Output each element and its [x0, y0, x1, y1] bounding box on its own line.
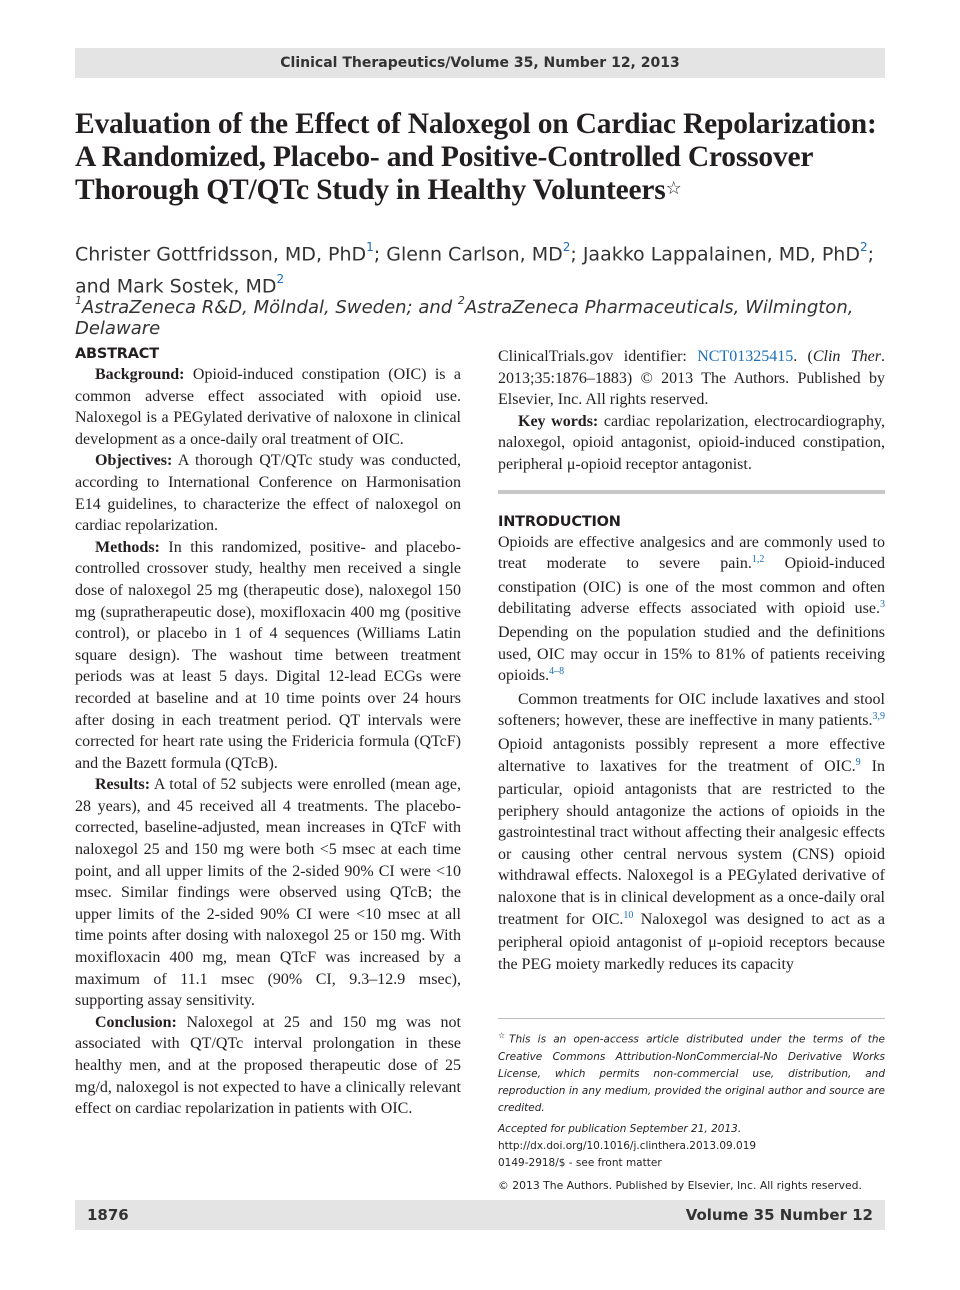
right-column	[498, 346, 885, 975]
trial-id-link[interactable]: NCT01325415	[697, 348, 794, 365]
accepted-date: Accepted for publication September 21, 2013.	[498, 1122, 742, 1135]
citation-link[interactable]: 1,2	[751, 554, 765, 566]
title-line-3: Thorough QT/QTc Study in Healthy Volunteers☆	[75, 174, 682, 206]
affiliations: $^1$AstraZeneca R&D, Mölndal, Sweden; and $^2$AstraZeneca Pharmaceuticals, Wilmington, Delaware	[75, 294, 854, 339]
title-star: ☆	[665, 178, 682, 198]
footnotes	[498, 1018, 885, 1192]
citation-link[interactable]: 9	[855, 756, 861, 768]
doi-link[interactable]: http://dx.doi.org/10.1016/j.clinthera.2013.09.019	[498, 1139, 757, 1152]
abstract-conclusion: Conclusion: Naloxegol at 25 and 150 mg was not associated with QT/QTc interval prolongation in these healthy men, and at the proposed therapeutic dose of 25 mg/d, naloxegol is not expected to have a clinically relevant effect on cardiac repolarization in patients with OIC.	[75, 1013, 461, 1118]
abstract-objectives: Objectives: A thorough QT/QTc study was conducted, according to International Conference on Harmonisation E14 guidelines, to characterize the effect of naloxegol on cardiac repolarization.	[75, 452, 461, 535]
section-divider	[498, 490, 885, 494]
abstract-methods: Methods: In this randomized, positive- and placebo-controlled crossover study, healthy men received a single dose of naloxegol 25 mg (therapeutic dose), naloxegol 150 mg (supratherapeutic dose), moxifloxacin 400 mg (positive control), or placebo in 1 of 4 sequences (Williams Latin square design). The washout time between treatment periods was at least 5 days. Digital 12-lead ECGs were recorded at baseline and at 10 time points over 24 hours after dosing in each treatment period. QT intervals were corrected for heart rate using the Fridericia formula (QTcF) and the Bazett formula (QTcB).	[75, 538, 461, 772]
introduction-heading: INTRODUCTION	[498, 513, 621, 530]
issn-line: 0149-2918/$ - see front matter	[498, 1156, 662, 1169]
copyright-line: © 2013 The Authors. Published by Elsevier, Inc. All rights reserved.	[498, 1178, 862, 1192]
footnote-rule	[498, 1018, 885, 1019]
volume-label: Volume 35 Number 12	[685, 1206, 873, 1224]
citation-link[interactable]: 3,9	[872, 711, 885, 723]
page-number: 1876	[87, 1206, 129, 1224]
introduction-paragraph-2: Common treatments for OIC include laxatives and stool softeners; however, these are ineffective in many patients.$^{3,9}$ Opioid antagonists possibly represent a more effective alternative to laxatives for the treatment of OIC.$^9$ In particular, opioid antagonists that are restricted to the periphery should antagonize the actions of opioids in the gastrointestinal tract without affecting their analgesic effects or causing other central nervous system (CNS) opioid withdrawal effects. Naloxegol is a PEGylated derivative of naloxone that is in clinical development as a once-daily oral treatment for OIC.$^{10}$ Naloxegol was designed to act as a peripheral opioid antagonist of μ-opioid receptors because the PEG moiety markedly reduces its capacity	[498, 690, 886, 973]
title-line-1: Evaluation of the Effect of Naloxegol on Cardiac Repolarization:	[75, 108, 877, 140]
citation-link[interactable]: 10	[623, 909, 634, 921]
journal-line: Clinical Therapeutics/Volume 35, Number 12, 2013	[280, 55, 680, 71]
author-list: Christer Gottfridsson, MD, PhD$^1$; Glenn Carlson, $MD^2$; Jaakko Lappalainen, MD, PhD$^2$; and Mark Sostek, $MD^2$	[75, 240, 875, 298]
abstract-keywords: Key words: cardiac repolarization, electrocardiography, naloxegol, opioid antagonist, opioid-induced constipation, peripheral μ-opioid receptor antagonist.	[498, 412, 885, 473]
abstract-background: Background: Opioid-induced constipation (OIC) is a common adverse effect associated with opioid use. Naloxegol is a PEGylated derivative of naloxone in clinical development as a once-daily oral treatment of OIC.	[75, 366, 461, 448]
abstract-results: Results: A total of 52 subjects were enrolled (mean age, 28 years), and 45 received all 4 treatments. The placebo-corrected, baseline-adjusted, mean increases in QTcF with naloxegol 25 and 150 mg were both <5 msec at each time point, and all upper limits of the 2-sided 90% CI were <10 msec. Similar findings were observed using QTcB; the upper limits of the 2-sided 90% CI were <10 msec at all time points after dosing with naloxegol 25 or 150 mg. With moxifloxacin 400 mg, mean QTcF was increased by a maximum of 11.1 msec (90% CI, 9.3–12.9 msec), supporting assay sensitivity.	[75, 776, 461, 1010]
citation-link[interactable]: 3	[880, 599, 885, 611]
abstract-trial-citation: ClinicalTrials.gov identifier: NCT01325415. (Clin Ther. 2013;35:1876–1883) © 2013 The Authors. Published by Elsevier, Inc. All rights reserved.	[498, 348, 885, 409]
citation-link[interactable]: 4–8	[549, 666, 565, 678]
introduction-paragraph-1: Opioids are effective analgesics and are commonly used to treat moderate to severe pain.$^{1,2}$ Opioid-induced constipation (OIC) is one of the most common and often debilitating adverse effects associated with opioid use.$^3$ Depending on the population studied and the definitions used, OIC may occur in 15% to 81% of patients receiving opioids.$^{4-8}$	[498, 533, 886, 685]
abstract-heading: ABSTRACT	[75, 346, 159, 362]
license-note: ☆This is an open-access article distributed under the terms of the Creative Commons Attribution-NonCommercial-No Derivative Works License, which permits non-commercial use, distribution, and reproduction in any medium, provided the original author and source are credited.	[498, 1031, 886, 1114]
article-title	[75, 108, 895, 207]
running-header	[75, 48, 885, 78]
left-column	[75, 346, 461, 1120]
running-footer	[75, 1200, 885, 1230]
title-line-2: A Randomized, Placebo- and Positive-Controlled Crossover	[75, 141, 814, 173]
